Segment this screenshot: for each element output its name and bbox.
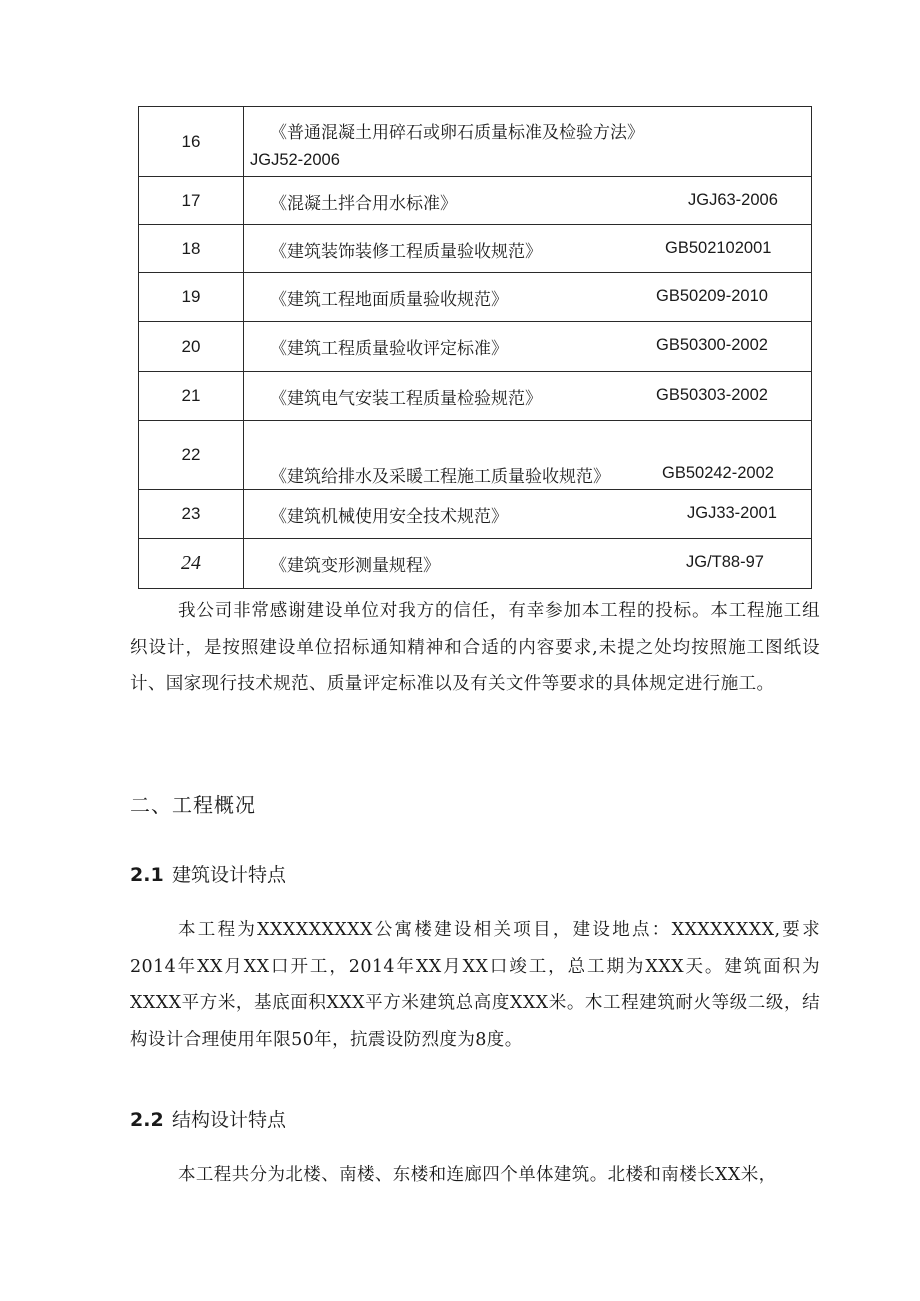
standard-cell (244, 490, 812, 539)
building-design-paragraph: 本工程为XXXXXXXXX公寓楼建设相关项目，建设地点：XXXXXXXX,要求2014年XX月XX口开工，2014年XX月XX口竣工，总工期为XXX天。建筑面积为XXXX平方米，基底面积XXX平方米建筑总高度XXX米。木工程建筑耐火等级二级，结构设计合理使用年限50年，抗震设防烈度为8度。 (130, 920, 820, 1050)
standard-code: GB50209-2010 (656, 287, 768, 305)
table-row (139, 539, 812, 589)
table-row (139, 372, 812, 421)
table-row (139, 490, 812, 539)
standard-name: 《建筑工程质量验收评定标准》 (270, 339, 508, 359)
standard-name: 《建筑装饰装修工程质量验收规范》 (270, 242, 542, 262)
standard-cell (244, 372, 812, 421)
standard-name: 《建筑给排水及采暖工程施工质量验收规范》 (270, 467, 610, 487)
table-row (139, 225, 812, 273)
subsection-heading: 结构设计特点 (172, 1109, 287, 1131)
row-number: 18 (139, 225, 244, 273)
standard-code: JGJ33-2001 (687, 504, 777, 522)
subsection-number: 2.2 (130, 1109, 164, 1131)
standard-code: JGJ63-2006 (688, 191, 778, 209)
standard-name: 《建筑电气安装工程质量检验规范》 (270, 389, 542, 409)
standard-name: 《建筑机械使用安全技术规范》 (270, 507, 508, 527)
subsection-title (130, 1105, 286, 1132)
table-row (139, 107, 812, 177)
standard-name: 《混凝土拌合用水标准》 (270, 194, 457, 214)
standard-code: JG/T88-97 (686, 553, 764, 571)
standard-code: GB50303-2002 (656, 386, 768, 404)
table-row (139, 273, 812, 322)
standard-code: GB50242-2002 (662, 464, 774, 482)
standard-cell (244, 322, 812, 372)
standard-code: GB502102001 (665, 239, 772, 257)
row-number: 20 (139, 322, 244, 372)
standard-name: 《普通混凝土用碎石或卵石质量标准及检验方法》 (270, 123, 644, 143)
table-row (139, 322, 812, 372)
standard-cell (244, 421, 812, 490)
subsection-number: 2.1 (130, 864, 164, 886)
intro-paragraph: 我公司非常感谢建设单位对我方的信任，有幸参加本工程的投标。本工程施工组织设计，是按照建设单位招标通知精神和合适的内容要求,未提之处均按照施工图纸设计、国家现行技术规范、质量评定标准以及有关文件等要求的具体规定进行施工。 (130, 601, 820, 694)
standard-cell (244, 177, 812, 225)
standards-table (138, 106, 812, 589)
standard-name: 《建筑变形测量规程》 (270, 556, 440, 576)
row-number: 23 (139, 490, 244, 539)
standard-code: JGJ52-2006 (250, 151, 340, 169)
row-number: 17 (139, 177, 244, 225)
standard-cell (244, 273, 812, 322)
row-number: 21 (139, 372, 244, 421)
standard-cell (244, 225, 812, 273)
row-number: 24 (139, 539, 244, 589)
table-row (139, 421, 812, 490)
table-row (139, 177, 812, 225)
section-title: 二、工程概况 (130, 793, 256, 817)
standard-code: GB50300-2002 (656, 336, 768, 354)
row-number: 19 (139, 273, 244, 322)
standard-name: 《建筑工程地面质量验收规范》 (270, 290, 508, 310)
subsection-heading: 建筑设计特点 (172, 864, 287, 886)
standard-cell (244, 539, 812, 589)
row-number: 22 (139, 421, 244, 490)
structure-design-paragraph: 本工程共分为北楼、南楼、东楼和连廊四个单体建筑。北楼和南楼长XX米， (178, 1165, 777, 1185)
row-number: 16 (139, 107, 244, 177)
standard-cell (244, 107, 812, 177)
subsection-title (130, 860, 286, 887)
